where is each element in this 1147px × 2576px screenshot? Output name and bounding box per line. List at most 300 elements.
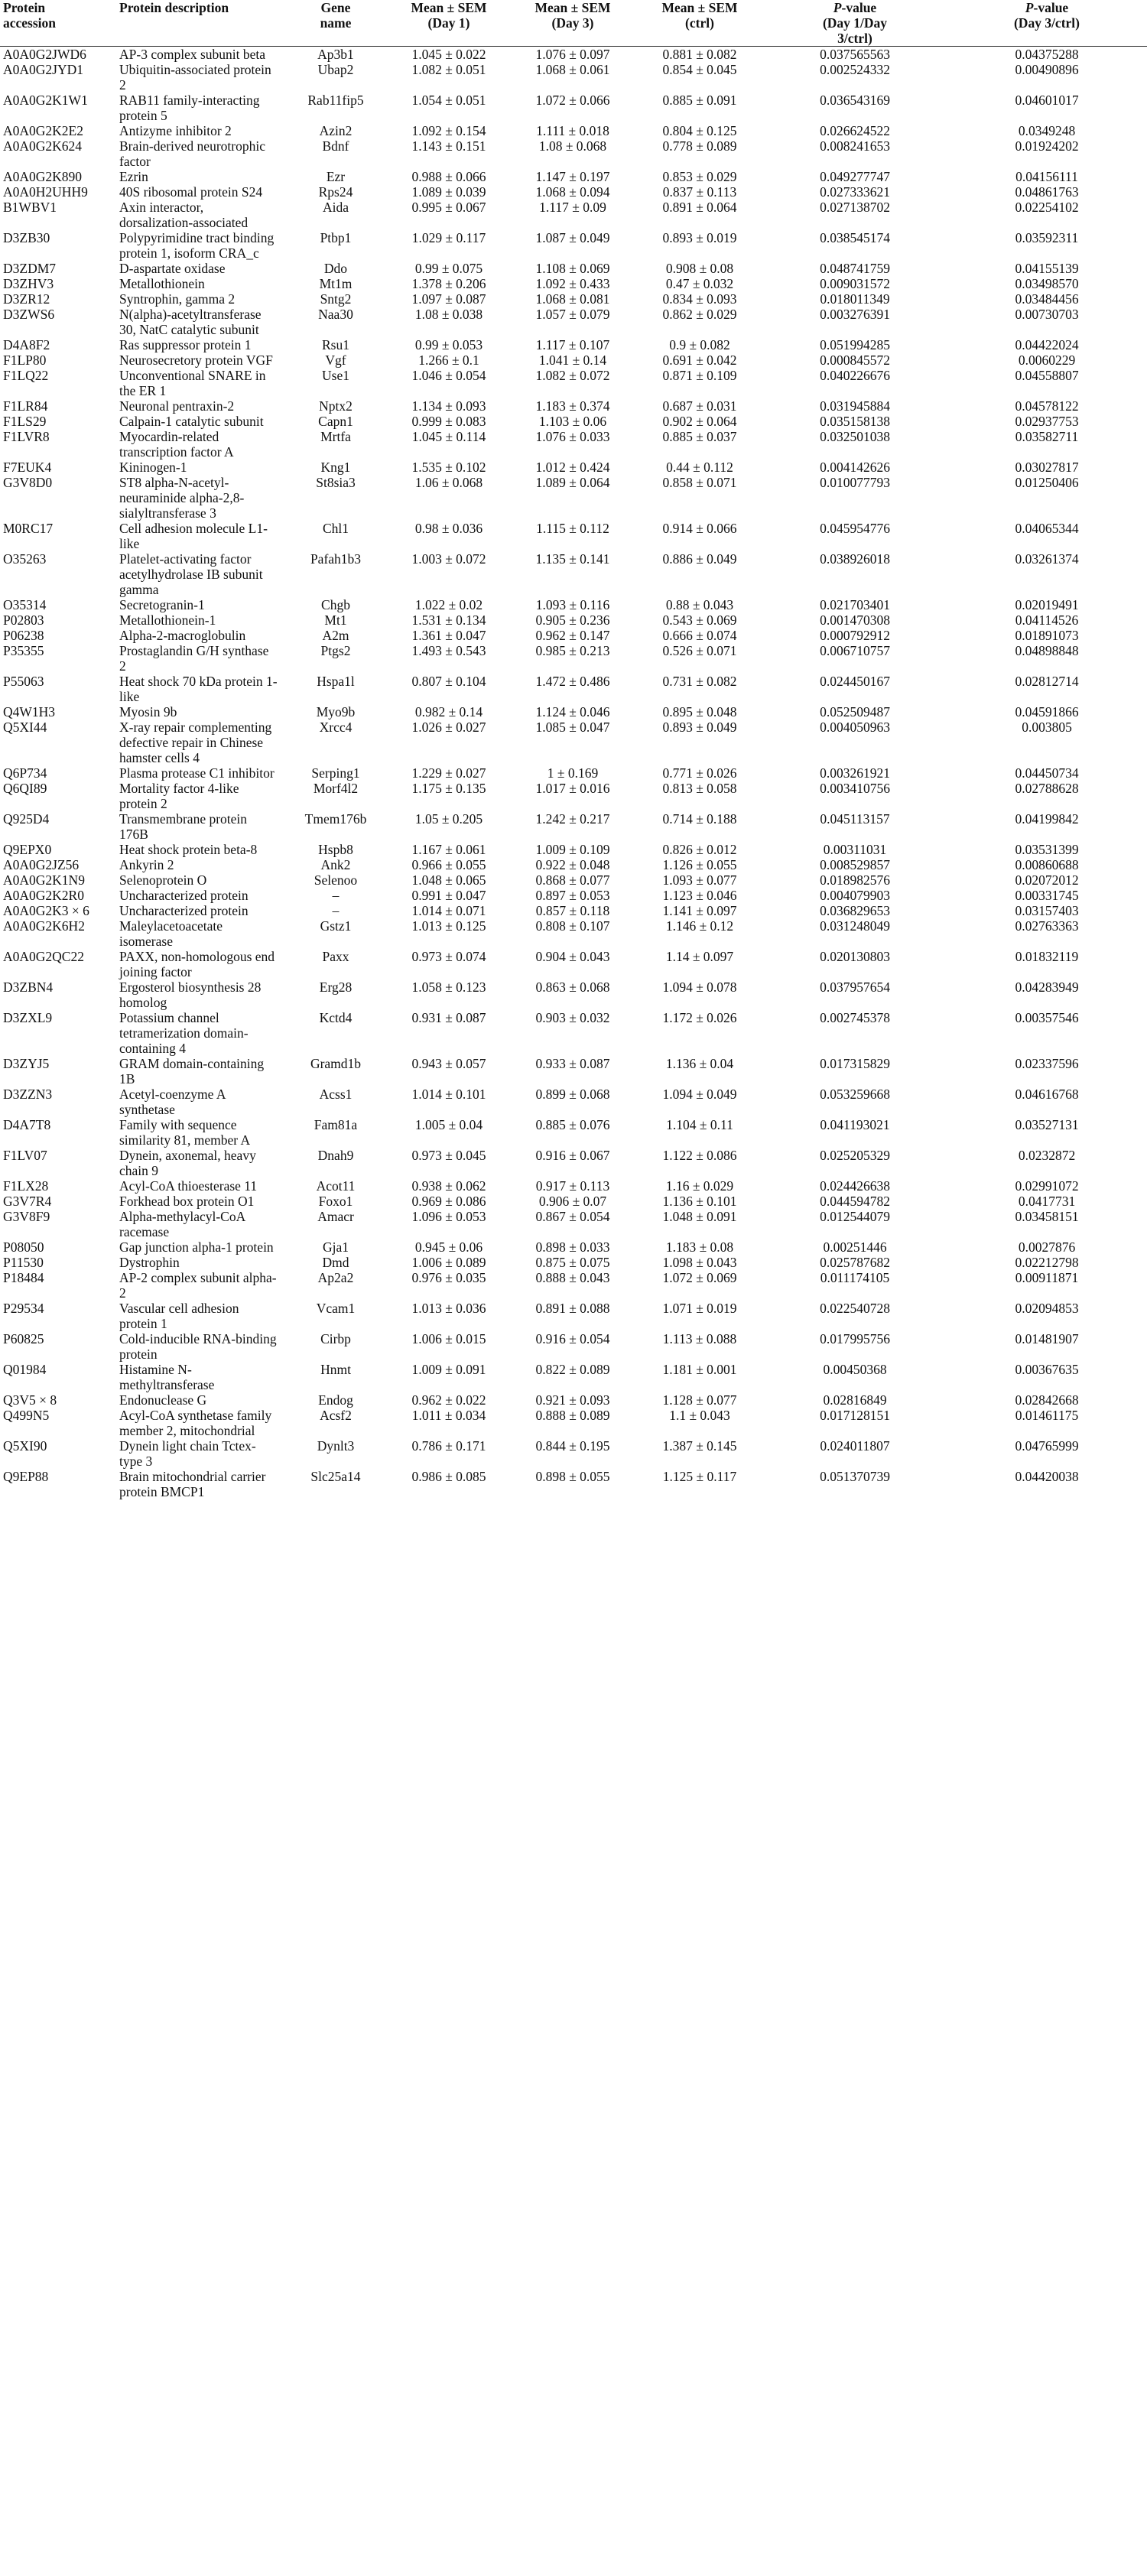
cell-gene-name: Erg28 <box>319 979 353 995</box>
table-row <box>0 1194 1147 1209</box>
table-row <box>0 1362 1147 1392</box>
cell-mean-ctrl: 0.853 ± 0.029 <box>662 169 737 184</box>
table-row <box>0 169 1147 184</box>
cell-protein-accession: P35355 <box>3 643 44 658</box>
cell-protein-accession: G3V8D0 <box>3 475 53 490</box>
cell-mean-day1: 1.175 ± 0.135 <box>411 781 486 796</box>
cell-pvalue-day1-day3-ctrl: 0.010077793 <box>820 475 890 490</box>
cell-gene-name: Mrtfa <box>320 429 351 444</box>
cell-gene-name: – <box>332 888 340 903</box>
cell-protein-accession: Q5XI44 <box>3 720 47 735</box>
cell-pvalue-day3-ctrl: 0.03458151 <box>1015 1209 1079 1224</box>
table-row <box>0 1056 1147 1087</box>
cell-pvalue-day3-ctrl: 0.00357546 <box>1015 1010 1079 1025</box>
cell-gene-name: Ptbp1 <box>320 230 352 245</box>
cell-mean-day1: 1.022 ± 0.02 <box>414 597 483 612</box>
cell-protein-description: Acetyl-coenzyme A synthetase <box>119 1087 226 1117</box>
cell-pvalue-day1-day3-ctrl: 0.003261921 <box>820 765 890 781</box>
cell-pvalue-day1-day3-ctrl: 0.002524332 <box>820 62 890 77</box>
cell-mean-ctrl: 1.141 ± 0.097 <box>662 903 737 918</box>
cell-mean-day3: 1.108 ± 0.069 <box>535 261 610 276</box>
cell-gene-name: Acsf2 <box>320 1408 352 1423</box>
cell-mean-day1: 1.167 ± 0.061 <box>411 842 486 857</box>
cell-pvalue-day1-day3-ctrl: 0.000792912 <box>820 628 890 643</box>
cell-gene-name: Myo9b <box>316 704 356 720</box>
cell-mean-day3: 1.076 ± 0.033 <box>535 429 610 444</box>
cell-mean-day1: 1.048 ± 0.065 <box>411 872 486 888</box>
table-row <box>0 1301 1147 1331</box>
cell-pvalue-day3-ctrl: 0.04155139 <box>1015 261 1079 276</box>
cell-protein-accession: F1LV07 <box>3 1148 47 1163</box>
cell-mean-day3: 1.041 ± 0.14 <box>538 352 607 368</box>
cell-protein-accession: Q5XI90 <box>3 1438 47 1454</box>
cell-mean-day1: 1.006 ± 0.015 <box>411 1331 486 1346</box>
cell-mean-ctrl: 0.714 ± 0.188 <box>662 811 737 827</box>
cell-mean-day1: 1.378 ± 0.206 <box>411 276 486 291</box>
cell-mean-day1: 1.026 ± 0.027 <box>411 720 486 735</box>
cell-protein-accession: D4A7T8 <box>3 1117 51 1132</box>
cell-pvalue-day3-ctrl: 0.02788628 <box>1015 781 1079 796</box>
cell-protein-description: Mortality factor 4-like protein 2 <box>119 781 239 811</box>
cell-gene-name: Dnah9 <box>317 1148 354 1163</box>
cell-protein-description: Gap junction alpha-1 protein <box>119 1239 274 1255</box>
cell-protein-description: Dystrophin <box>119 1255 180 1270</box>
cell-protein-accession: A0A0G2K6H2 <box>3 918 85 934</box>
cell-mean-ctrl: 0.826 ± 0.012 <box>662 842 737 857</box>
cell-pvalue-day3-ctrl: 0.02094853 <box>1015 1301 1079 1316</box>
cell-pvalue-day1-day3-ctrl: 0.036543169 <box>820 93 890 108</box>
table-row <box>0 1087 1147 1117</box>
cell-pvalue-day1-day3-ctrl: 0.022540728 <box>820 1301 890 1316</box>
table-row <box>0 857 1147 872</box>
cell-protein-description: X-ray repair complementing defective repair in Chinese hamster cells 4 <box>119 720 272 765</box>
cell-protein-accession: P55063 <box>3 674 44 689</box>
cell-pvalue-day1-day3-ctrl: 0.020130803 <box>820 949 890 964</box>
cell-gene-name: Aida <box>322 200 349 215</box>
cell-protein-accession: G3V7R4 <box>3 1194 52 1209</box>
cell-mean-ctrl: 1.183 ± 0.08 <box>665 1239 734 1255</box>
cell-protein-accession: Q6QI89 <box>3 781 47 796</box>
table-row <box>0 1178 1147 1194</box>
table-row <box>0 276 1147 291</box>
cell-pvalue-day3-ctrl: 0.03498570 <box>1015 276 1079 291</box>
cell-protein-description: GRAM domain-containing 1B <box>119 1056 265 1087</box>
cell-gene-name: Paxx <box>322 949 349 964</box>
cell-mean-day1: 0.943 ± 0.057 <box>411 1056 486 1071</box>
cell-mean-day3: 0.888 ± 0.043 <box>535 1270 610 1285</box>
cell-pvalue-day3-ctrl: 0.01250406 <box>1015 475 1079 490</box>
cell-pvalue-day3-ctrl: 0.04450734 <box>1015 765 1079 781</box>
cell-mean-day3: 1.085 ± 0.047 <box>535 720 610 735</box>
cell-protein-accession: D3ZBN4 <box>3 979 54 995</box>
cell-pvalue-day1-day3-ctrl: 0.002745378 <box>820 1010 890 1025</box>
table-row <box>0 307 1147 337</box>
cell-mean-ctrl: 0.666 ± 0.074 <box>662 628 737 643</box>
cell-protein-accession: B1WBV1 <box>3 200 57 215</box>
cell-mean-day1: 1.054 ± 0.051 <box>411 93 486 108</box>
cell-pvalue-day3-ctrl: 0.03592311 <box>1015 230 1079 245</box>
cell-pvalue-day1-day3-ctrl: 0.038926018 <box>820 551 890 567</box>
cell-protein-description: Dynein light chain Tctex-type 3 <box>119 1438 256 1469</box>
cell-protein-description: Kininogen-1 <box>119 460 187 475</box>
cell-pvalue-day3-ctrl: 0.02254102 <box>1015 200 1079 215</box>
header-pvalue-day3-ctrl: P-value (Day 3/ctrl) <box>947 0 1147 47</box>
cell-protein-accession: O35263 <box>3 551 47 567</box>
cell-protein-accession: A0A0G2QC22 <box>3 949 84 964</box>
cell-mean-day3: 0.899 ± 0.068 <box>535 1087 610 1102</box>
cell-gene-name: Naa30 <box>318 307 353 322</box>
cell-protein-description: Axin interactor, dorsalization-associated <box>119 200 249 230</box>
cell-protein-description: Endonuclease G <box>119 1392 207 1408</box>
cell-protein-description: Brain mitochondrial carrier protein BMCP1 <box>119 1469 266 1499</box>
cell-mean-day3: 1 ± 0.169 <box>547 765 599 781</box>
cell-pvalue-day1-day3-ctrl: 0.003276391 <box>820 307 890 322</box>
cell-protein-description: PAXX, non-homologous end joining factor <box>119 949 275 979</box>
cell-pvalue-day1-day3-ctrl: 0.045113157 <box>820 811 890 827</box>
cell-mean-day1: 1.005 ± 0.04 <box>414 1117 483 1132</box>
cell-pvalue-day1-day3-ctrl: 0.00251446 <box>823 1239 887 1255</box>
cell-mean-day3: 0.903 ± 0.032 <box>535 1010 610 1025</box>
cell-mean-ctrl: 1.136 ± 0.04 <box>665 1056 734 1071</box>
cell-pvalue-day3-ctrl: 0.0027876 <box>1018 1239 1076 1255</box>
cell-pvalue-day3-ctrl: 0.04156111 <box>1015 169 1078 184</box>
cell-mean-day3: 0.875 ± 0.075 <box>535 1255 610 1270</box>
cell-pvalue-day3-ctrl: 0.003805 <box>1022 720 1072 735</box>
cell-mean-ctrl: 1.181 ± 0.001 <box>662 1362 737 1377</box>
cell-protein-accession: A0A0G2K1W1 <box>3 93 88 108</box>
cell-pvalue-day1-day3-ctrl: 0.051370739 <box>820 1469 890 1484</box>
cell-mean-day1: 0.99 ± 0.075 <box>414 261 483 276</box>
cell-gene-name: Mt1m <box>319 276 353 291</box>
cell-gene-name: Ubap2 <box>317 62 354 77</box>
cell-protein-accession: P02803 <box>3 612 44 628</box>
cell-pvalue-day1-day3-ctrl: 0.024426638 <box>820 1178 890 1194</box>
cell-mean-day1: 1.096 ± 0.053 <box>411 1209 486 1224</box>
cell-mean-day1: 0.807 ± 0.104 <box>411 674 486 689</box>
cell-mean-day3: 0.922 ± 0.048 <box>535 857 610 872</box>
cell-pvalue-day1-day3-ctrl: 0.018011349 <box>820 291 890 307</box>
cell-protein-accession: F1LX28 <box>3 1178 49 1194</box>
cell-pvalue-day3-ctrl: 0.01481907 <box>1015 1331 1079 1346</box>
cell-gene-name: Capn1 <box>318 414 353 429</box>
cell-gene-name: Ezr <box>326 169 346 184</box>
cell-protein-description: Selenoprotein O <box>119 872 207 888</box>
cell-pvalue-day3-ctrl: 0.04199842 <box>1015 811 1079 827</box>
cell-mean-day3: 1.076 ± 0.097 <box>535 47 610 62</box>
table-row <box>0 1408 1147 1438</box>
cell-protein-description: Histamine N-methyltransferase <box>119 1362 215 1392</box>
cell-mean-ctrl: 0.891 ± 0.064 <box>662 200 737 215</box>
cell-mean-ctrl: 0.881 ± 0.082 <box>662 47 737 62</box>
cell-mean-day1: 0.986 ± 0.085 <box>411 1469 486 1484</box>
cell-gene-name: Dmd <box>322 1255 349 1270</box>
cell-mean-day3: 0.906 ± 0.07 <box>538 1194 607 1209</box>
table-row <box>0 123 1147 138</box>
cell-mean-ctrl: 0.731 ± 0.082 <box>662 674 737 689</box>
cell-pvalue-day1-day3-ctrl: 0.017995756 <box>820 1331 890 1346</box>
table-row <box>0 720 1147 765</box>
cell-protein-accession: P29534 <box>3 1301 44 1316</box>
cell-mean-day1: 1.045 ± 0.022 <box>411 47 486 62</box>
cell-protein-description: Unconventional SNARE in the ER 1 <box>119 368 266 398</box>
cell-mean-day3: 0.891 ± 0.088 <box>535 1301 610 1316</box>
cell-pvalue-day3-ctrl: 0.04616768 <box>1015 1087 1079 1102</box>
cell-protein-accession: D3ZXL9 <box>3 1010 53 1025</box>
cell-mean-day1: 1.014 ± 0.101 <box>411 1087 486 1102</box>
cell-protein-description: Polypyrimidine tract binding protein 1, isoform CRA_c <box>119 230 275 261</box>
cell-pvalue-day1-day3-ctrl: 0.003410756 <box>820 781 890 796</box>
cell-gene-name: Kng1 <box>320 460 351 475</box>
cell-mean-day3: 0.867 ± 0.054 <box>535 1209 610 1224</box>
cell-protein-accession: Q6P734 <box>3 765 47 781</box>
cell-mean-ctrl: 0.871 ± 0.109 <box>662 368 737 383</box>
cell-mean-day3: 0.985 ± 0.213 <box>535 643 610 658</box>
table-row <box>0 612 1147 628</box>
cell-pvalue-day1-day3-ctrl: 0.045954776 <box>820 521 890 536</box>
cell-pvalue-day3-ctrl: 0.01832119 <box>1015 949 1079 964</box>
cell-protein-accession: D3ZWS6 <box>3 307 55 322</box>
cell-mean-day1: 1.009 ± 0.091 <box>411 1362 486 1377</box>
cell-protein-description: Transmembrane protein 176B <box>119 811 248 842</box>
cell-mean-day1: 0.991 ± 0.047 <box>411 888 486 903</box>
cell-pvalue-day3-ctrl: 0.02842668 <box>1015 1392 1079 1408</box>
cell-protein-accession: F7EUK4 <box>3 460 52 475</box>
cell-protein-accession: Q925D4 <box>3 811 50 827</box>
cell-protein-accession: M0RC17 <box>3 521 54 536</box>
cell-mean-day3: 1.009 ± 0.109 <box>535 842 610 857</box>
cell-protein-description: ST8 alpha-N-acetyl-neuraminide alpha-2,8-sialyltransferase 3 <box>119 475 245 521</box>
cell-gene-name: Ank2 <box>320 857 351 872</box>
cell-gene-name: Ap2a2 <box>317 1270 354 1285</box>
cell-protein-accession: A0A0G2K1N9 <box>3 872 85 888</box>
cell-mean-day1: 1.046 ± 0.054 <box>411 368 486 383</box>
cell-mean-day3: 1.115 ± 0.112 <box>536 521 609 536</box>
cell-mean-ctrl: 0.543 ± 0.069 <box>662 612 737 628</box>
table-row <box>0 551 1147 597</box>
cell-pvalue-day1-day3-ctrl: 0.053259668 <box>820 1087 890 1102</box>
cell-pvalue-day1-day3-ctrl: 0.004142626 <box>820 460 890 475</box>
cell-mean-ctrl: 0.858 ± 0.071 <box>662 475 737 490</box>
cell-gene-name: Chl1 <box>322 521 349 536</box>
cell-mean-ctrl: 0.687 ± 0.031 <box>662 398 737 414</box>
cell-gene-name: Hnmt <box>320 1362 351 1377</box>
cell-pvalue-day1-day3-ctrl: 0.004050963 <box>820 720 890 735</box>
table-row <box>0 903 1147 918</box>
cell-protein-accession: A0A0H2UHH9 <box>3 184 88 200</box>
cell-mean-ctrl: 1.1 ± 0.043 <box>669 1408 730 1423</box>
cell-gene-name: Use1 <box>322 368 349 383</box>
cell-protein-description: Forkhead box protein O1 <box>119 1194 255 1209</box>
table-row <box>0 674 1147 704</box>
cell-gene-name: Sntg2 <box>320 291 352 307</box>
cell-gene-name: Cirbp <box>320 1331 351 1346</box>
cell-protein-description: Neuronal pentraxin-2 <box>119 398 235 414</box>
table-row <box>0 460 1147 475</box>
cell-pvalue-day3-ctrl: 0.00860688 <box>1015 857 1079 872</box>
cell-mean-day3: 0.897 ± 0.053 <box>535 888 610 903</box>
cell-protein-accession: Q9EP88 <box>3 1469 49 1484</box>
cell-protein-description: Acyl-CoA synthetase family member 2, mitochondrial <box>119 1408 272 1438</box>
cell-mean-day1: 1.493 ± 0.543 <box>411 643 486 658</box>
cell-mean-ctrl: 1.126 ± 0.055 <box>662 857 737 872</box>
cell-pvalue-day3-ctrl: 0.00911871 <box>1015 1270 1079 1285</box>
table-row <box>0 1469 1147 1499</box>
cell-mean-day1: 1.266 ± 0.1 <box>418 352 479 368</box>
cell-protein-description: Heat shock protein beta-8 <box>119 842 258 857</box>
cell-pvalue-day3-ctrl: 0.01924202 <box>1015 138 1079 154</box>
cell-pvalue-day3-ctrl: 0.02937753 <box>1015 414 1079 429</box>
cell-protein-description: Maleylacetoacetate isomerase <box>119 918 223 949</box>
cell-protein-accession: A0A0G2K2R0 <box>3 888 84 903</box>
cell-mean-day3: 0.917 ± 0.113 <box>535 1178 610 1194</box>
cell-pvalue-day3-ctrl: 0.00367635 <box>1015 1362 1079 1377</box>
cell-pvalue-day1-day3-ctrl: 0.012544079 <box>820 1209 890 1224</box>
cell-pvalue-day3-ctrl: 0.03527131 <box>1015 1117 1079 1132</box>
cell-gene-name: Acss1 <box>319 1087 353 1102</box>
table-row <box>0 184 1147 200</box>
cell-mean-ctrl: 1.172 ± 0.026 <box>662 1010 737 1025</box>
table-row <box>0 888 1147 903</box>
cell-pvalue-day1-day3-ctrl: 0.021703401 <box>820 597 890 612</box>
cell-pvalue-day1-day3-ctrl: 0.052509487 <box>820 704 890 720</box>
cell-mean-day1: 1.058 ± 0.123 <box>411 979 486 995</box>
cell-protein-accession: F1LR84 <box>3 398 48 414</box>
cell-pvalue-day1-day3-ctrl: 0.025205329 <box>820 1148 890 1163</box>
table-body <box>0 47 1147 1500</box>
table-row <box>0 1117 1147 1148</box>
cell-protein-accession: D4A8F2 <box>3 337 50 352</box>
cell-protein-description: Family with sequence similarity 81, member A <box>119 1117 251 1148</box>
cell-pvalue-day1-day3-ctrl: 0.051994285 <box>820 337 890 352</box>
cell-pvalue-day3-ctrl: 0.02072012 <box>1015 872 1079 888</box>
cell-pvalue-day3-ctrl: 0.04861763 <box>1015 184 1079 200</box>
cell-protein-description: Calpain-1 catalytic subunit <box>119 414 264 429</box>
cell-protein-accession: O35314 <box>3 597 47 612</box>
cell-mean-day3: 1.111 ± 0.018 <box>536 123 609 138</box>
cell-pvalue-day3-ctrl: 0.04765999 <box>1015 1438 1079 1454</box>
cell-gene-name: – <box>332 903 340 918</box>
cell-protein-description: Myosin 9b <box>119 704 177 720</box>
cell-gene-name: Dynlt3 <box>317 1438 355 1454</box>
cell-mean-ctrl: 0.88 ± 0.043 <box>665 597 734 612</box>
cell-mean-ctrl: 1.128 ± 0.077 <box>662 1392 737 1408</box>
cell-mean-day1: 1.013 ± 0.125 <box>411 918 486 934</box>
cell-mean-day3: 1.08 ± 0.068 <box>538 138 607 154</box>
cell-mean-day1: 1.143 ± 0.151 <box>411 138 486 154</box>
cell-mean-day3: 1.068 ± 0.094 <box>535 184 610 200</box>
table-row <box>0 1010 1147 1056</box>
cell-mean-day3: 0.822 ± 0.089 <box>535 1362 610 1377</box>
cell-pvalue-day3-ctrl: 0.02212798 <box>1015 1255 1079 1270</box>
cell-mean-day3: 0.933 ± 0.087 <box>535 1056 610 1071</box>
cell-mean-ctrl: 0.862 ± 0.029 <box>662 307 737 322</box>
cell-gene-name: Rsu1 <box>322 337 349 352</box>
table-row <box>0 1331 1147 1362</box>
cell-pvalue-day3-ctrl: 0.02337596 <box>1015 1056 1079 1071</box>
cell-mean-day3: 1.072 ± 0.066 <box>535 93 610 108</box>
cell-mean-day3: 0.808 ± 0.107 <box>535 918 610 934</box>
cell-protein-accession: D3ZB30 <box>3 230 50 245</box>
header-mean-day1: Mean ± SEM (Day 1) <box>388 0 509 47</box>
cell-protein-accession: D3ZDM7 <box>3 261 57 276</box>
cell-protein-accession: F1LVR8 <box>3 429 50 444</box>
cell-mean-day3: 1.057 ± 0.079 <box>535 307 610 322</box>
cell-mean-day1: 0.938 ± 0.062 <box>411 1178 486 1194</box>
cell-mean-ctrl: 1.136 ± 0.101 <box>662 1194 737 1209</box>
cell-mean-day3: 1.117 ± 0.09 <box>539 200 606 215</box>
cell-gene-name: Mt1 <box>324 612 347 628</box>
cell-pvalue-day3-ctrl: 0.04375288 <box>1015 47 1079 62</box>
cell-protein-description: Ankyrin 2 <box>119 857 174 872</box>
cell-pvalue-day1-day3-ctrl: 0.038545174 <box>820 230 890 245</box>
table-row <box>0 1209 1147 1239</box>
cell-pvalue-day3-ctrl: 0.04601017 <box>1015 93 1079 108</box>
cell-pvalue-day3-ctrl: 0.03027817 <box>1015 460 1079 475</box>
cell-protein-accession: Q499N5 <box>3 1408 50 1423</box>
cell-mean-day3: 1.092 ± 0.433 <box>535 276 610 291</box>
cell-pvalue-day1-day3-ctrl: 0.041193021 <box>820 1117 890 1132</box>
cell-mean-day1: 0.973 ± 0.045 <box>411 1148 486 1163</box>
table-row <box>0 643 1147 674</box>
cell-mean-day3: 1.147 ± 0.197 <box>535 169 610 184</box>
cell-mean-day1: 1.531 ± 0.134 <box>411 612 486 628</box>
cell-mean-ctrl: 0.908 ± 0.08 <box>665 261 734 276</box>
cell-protein-description: Platelet-activating factor acetylhydrolase IB subunit gamma <box>119 551 263 597</box>
cell-mean-day3: 1.117 ± 0.107 <box>535 337 610 352</box>
cell-gene-name: Gramd1b <box>310 1056 362 1071</box>
cell-pvalue-day1-day3-ctrl: 0.008529857 <box>820 857 890 872</box>
cell-mean-day1: 1.006 ± 0.089 <box>411 1255 486 1270</box>
cell-protein-description: Ubiquitin-associated protein 2 <box>119 62 271 93</box>
cell-mean-day1: 0.962 ± 0.022 <box>411 1392 486 1408</box>
cell-mean-day3: 0.898 ± 0.033 <box>535 1239 610 1255</box>
cell-mean-ctrl: 1.048 ± 0.091 <box>662 1209 737 1224</box>
cell-mean-day3: 0.905 ± 0.236 <box>535 612 610 628</box>
table-row <box>0 429 1147 460</box>
cell-protein-accession: G3V8F9 <box>3 1209 50 1224</box>
cell-protein-accession: D3ZR12 <box>3 291 50 307</box>
cell-mean-day1: 1.06 ± 0.068 <box>414 475 483 490</box>
cell-gene-name: Acot11 <box>316 1178 356 1194</box>
header-gene-name: Gene name <box>283 0 388 47</box>
cell-pvalue-day1-day3-ctrl: 0.011174105 <box>820 1270 890 1285</box>
cell-mean-day3: 0.868 ± 0.077 <box>535 872 610 888</box>
table-row <box>0 765 1147 781</box>
cell-mean-day1: 1.05 ± 0.205 <box>414 811 483 827</box>
cell-mean-ctrl: 1.098 ± 0.043 <box>662 1255 737 1270</box>
cell-protein-description: Heat shock 70 kDa protein 1-like <box>119 674 278 704</box>
cell-mean-day1: 1.08 ± 0.038 <box>414 307 483 322</box>
table-row <box>0 597 1147 612</box>
cell-pvalue-day1-day3-ctrl: 0.036829653 <box>820 903 890 918</box>
cell-protein-description: Vascular cell adhesion protein 1 <box>119 1301 239 1331</box>
cell-mean-day1: 1.082 ± 0.051 <box>411 62 486 77</box>
header-mean-ctrl: Mean ± SEM (ctrl) <box>636 0 763 47</box>
cell-pvalue-day1-day3-ctrl: 0.044594782 <box>820 1194 890 1209</box>
cell-protein-accession: A0A0G2K624 <box>3 138 83 154</box>
table-header <box>0 0 1147 47</box>
cell-gene-name: Morf4l2 <box>313 781 359 796</box>
cell-pvalue-day3-ctrl: 0.01461175 <box>1015 1408 1079 1423</box>
cell-pvalue-day1-day3-ctrl: 0.037957654 <box>820 979 890 995</box>
table-row <box>0 1255 1147 1270</box>
cell-protein-accession: Q01984 <box>3 1362 47 1377</box>
cell-pvalue-day3-ctrl: 0.04591866 <box>1015 704 1079 720</box>
cell-pvalue-day3-ctrl: 0.04065344 <box>1015 521 1079 536</box>
cell-mean-day1: 1.003 ± 0.072 <box>411 551 486 567</box>
table-row <box>0 368 1147 398</box>
cell-mean-day1: 0.973 ± 0.074 <box>411 949 486 964</box>
